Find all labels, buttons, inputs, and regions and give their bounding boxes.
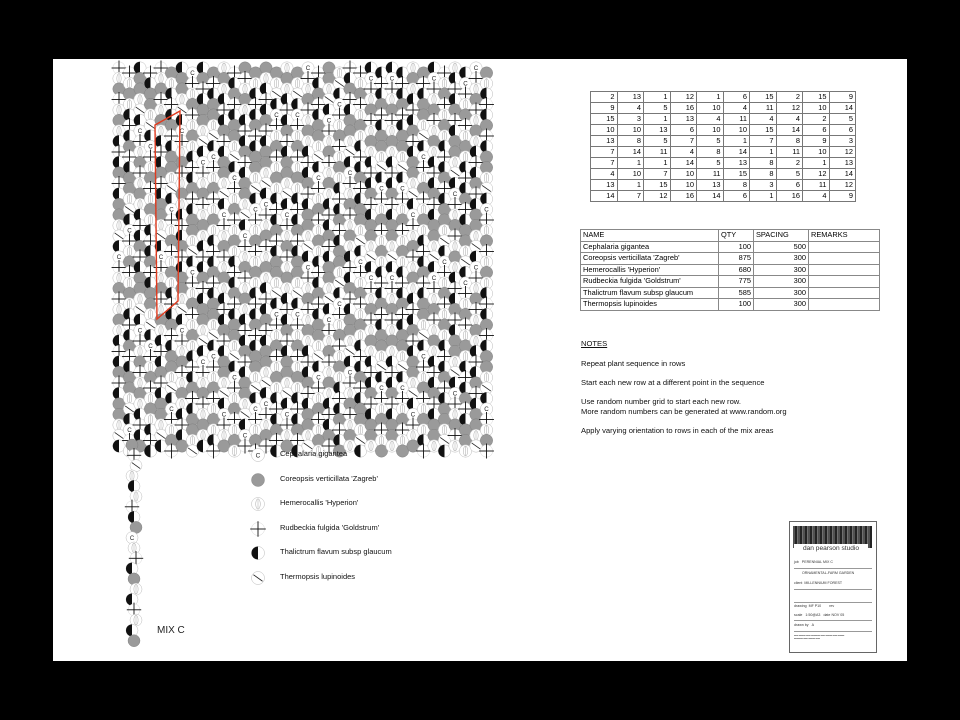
svg-text:C: C: [169, 406, 174, 414]
svg-text:C: C: [368, 275, 374, 283]
plant-grey-icon: [128, 573, 140, 585]
rev-label: rev: [829, 604, 835, 608]
grid-cell: 4: [723, 103, 750, 114]
grid-cell: 10: [697, 125, 724, 136]
grid-cell: 4: [697, 114, 724, 125]
plant-oval-icon: [126, 470, 138, 482]
grid-cell: 15: [644, 180, 671, 191]
grid-cell: 1: [644, 158, 671, 169]
svg-text:C: C: [232, 175, 237, 183]
cell-name: Cephalaria gigantea: [581, 241, 719, 253]
svg-text:C: C: [316, 374, 321, 382]
grid-cell: 5: [697, 158, 724, 169]
note-line: Start each new row at a different point in the sequence: [581, 377, 765, 387]
note-line: Apply varying orientation to rows in each of the mix areas: [581, 425, 774, 435]
grid-cell: 1: [697, 92, 724, 103]
svg-text:C: C: [253, 406, 258, 414]
plant-legend: [247, 445, 467, 592]
grid-cell: 5: [644, 136, 671, 147]
grid-cell: 13: [591, 180, 618, 191]
svg-text:C: C: [221, 212, 227, 220]
grid-cell: 8: [750, 158, 777, 169]
svg-text:C: C: [337, 101, 342, 109]
grid-cell: 12: [803, 169, 830, 180]
planting-pattern-svg: [115, 65, 489, 440]
cell-remarks: [809, 241, 880, 253]
drawing-sheet: [53, 59, 907, 661]
grid-cell: 15: [803, 92, 830, 103]
svg-text:C: C: [169, 206, 174, 214]
plant-grey-icon: [126, 439, 138, 451]
grid-cell: 8: [697, 147, 724, 158]
grid-cell: 12: [644, 191, 671, 202]
client-label: client: [794, 581, 803, 585]
svg-text:C: C: [148, 143, 153, 151]
cell-name: Rudbeckia fulgida 'Goldstrum': [581, 276, 719, 288]
svg-text:C: C: [452, 191, 458, 199]
grid-cell: 4: [750, 114, 777, 125]
svg-text:C: C: [400, 385, 405, 393]
cell-spacing: 300: [754, 264, 809, 276]
col-spacing-header: SPACING: [754, 230, 809, 242]
svg-text:C: C: [242, 432, 248, 440]
grey-circle-icon: [247, 470, 267, 490]
grid-cell: 8: [723, 180, 750, 191]
cell-qty: 875: [719, 253, 754, 265]
drawing-value: MF P10: [808, 604, 822, 608]
cell-name: Coreopsis verticillata 'Zagreb': [581, 253, 719, 265]
table-row: [581, 287, 880, 299]
grid-cell: 8: [776, 136, 803, 147]
grid-cell: 15: [723, 169, 750, 180]
svg-text:C: C: [305, 65, 311, 73]
table-row: [581, 264, 880, 276]
grid-cell: 6: [723, 191, 750, 202]
svg-text:C: C: [473, 264, 479, 272]
grid-cell: 8: [750, 169, 777, 180]
grid-cell: 7: [644, 169, 671, 180]
svg-text:C: C: [400, 185, 405, 193]
cell-qty: 585: [719, 287, 754, 299]
svg-text:C: C: [137, 327, 143, 335]
grid-row: [591, 92, 856, 103]
grid-cell: 14: [591, 191, 618, 202]
striped-oval-icon-glyph: [252, 498, 265, 511]
half-circle-icon-glyph: [252, 547, 265, 560]
svg-text:C: C: [316, 175, 321, 183]
grid-cell: 10: [697, 103, 724, 114]
table-row: [581, 299, 880, 311]
legend-item: [247, 519, 467, 544]
grid-cell: 7: [591, 147, 618, 158]
svg-text:C: C: [221, 411, 227, 419]
legend-label: Hemerocallis 'Hyperion': [280, 498, 359, 507]
slash-circle-icon-glyph: [252, 571, 265, 584]
drawn-row: [794, 623, 814, 627]
svg-text:C: C: [274, 311, 279, 319]
cell-name: Thalictrum flavum subsp glaucum: [581, 287, 719, 299]
grid-row: [591, 114, 856, 125]
svg-text:C: C: [326, 117, 332, 125]
divider: [794, 602, 872, 603]
grid-cell: 12: [670, 92, 697, 103]
svg-text:C: C: [452, 390, 458, 398]
grid-cell: 14: [617, 147, 644, 158]
svg-text:C: C: [410, 212, 416, 220]
svg-text:C: C: [137, 128, 143, 136]
table-header-row: [581, 230, 880, 242]
grid-cell: 5: [697, 136, 724, 147]
grid-cell: 13: [617, 92, 644, 103]
grid-cell: 5: [829, 114, 856, 125]
grid-cell: 6: [723, 92, 750, 103]
grid-cell: 5: [776, 169, 803, 180]
grid-cell: 9: [829, 191, 856, 202]
scale-row: [794, 613, 844, 617]
grid-cell: 1: [750, 147, 777, 158]
cell-qty: 775: [719, 276, 754, 288]
grid-cell: 2: [803, 114, 830, 125]
svg-text:C: C: [284, 212, 290, 220]
client-row: [794, 581, 842, 585]
cell-spacing: 500: [754, 241, 809, 253]
grid-cell: 11: [723, 114, 750, 125]
grid-cell: 6: [776, 180, 803, 191]
plant-C-icon: [126, 532, 138, 544]
grid-cell: 10: [617, 125, 644, 136]
svg-text:C: C: [179, 327, 185, 335]
title-block: [789, 521, 877, 653]
grid-row: [591, 103, 856, 114]
svg-text:C: C: [389, 275, 395, 283]
grid-cell: 1: [617, 180, 644, 191]
svg-text:C: C: [379, 185, 384, 193]
cell-spacing: 300: [754, 253, 809, 265]
mix-c-strip: [123, 439, 149, 645]
plant-half-icon: [128, 480, 140, 492]
date-value: NOV 05: [831, 613, 845, 617]
svg-text:C: C: [263, 201, 269, 209]
grid-cell: 16: [670, 103, 697, 114]
svg-text:C: C: [347, 369, 353, 377]
notes-block: [581, 339, 787, 445]
grid-cell: 7: [670, 136, 697, 147]
svg-text:C: C: [484, 206, 489, 214]
cell-qty: 680: [719, 264, 754, 276]
grid-cell: 16: [776, 191, 803, 202]
grid-cell: 14: [697, 191, 724, 202]
cell-remarks: [809, 287, 880, 299]
plant-oval-icon: [128, 542, 140, 554]
grid-cell: 4: [591, 169, 618, 180]
svg-text:C: C: [410, 411, 416, 419]
grid-cell: 10: [670, 169, 697, 180]
legend-label: Thalictrum flavum subsp glaucum: [280, 547, 392, 556]
grid-row: [591, 147, 856, 158]
description-value: ORNAMENTAL-FARM GARDEN: [802, 571, 855, 575]
svg-text:C: C: [211, 353, 216, 361]
grid-cell: 10: [670, 180, 697, 191]
grid-cell: 3: [617, 114, 644, 125]
legend-label: Thermopsis lupinoides: [280, 571, 356, 581]
grid-cell: 3: [750, 180, 777, 191]
grid-cell: 2: [776, 158, 803, 169]
grid-row: [591, 169, 856, 180]
divider: [794, 631, 872, 632]
legend-item: [247, 568, 467, 593]
plant-half-icon: [126, 594, 138, 606]
cell-qty: 100: [719, 299, 754, 311]
grid-cell: 11: [803, 180, 830, 191]
grid-cell: 15: [750, 92, 777, 103]
grid-cell: 1: [644, 114, 671, 125]
svg-text:C: C: [295, 311, 300, 319]
grid-cell: 13: [723, 158, 750, 169]
job-row: [794, 560, 833, 564]
svg-text:C: C: [431, 75, 437, 83]
svg-text:C: C: [274, 112, 279, 120]
grid-cell: 9: [803, 136, 830, 147]
svg-text:C: C: [255, 452, 261, 460]
grid-cell: 10: [591, 125, 618, 136]
cell-spacing: 300: [754, 287, 809, 299]
cell-remarks: [809, 253, 880, 265]
divider: [794, 620, 872, 621]
col-remarks-header: REMARKS: [809, 230, 880, 242]
grid-cell: 7: [617, 191, 644, 202]
grid-row: [591, 158, 856, 169]
cross-circle-icon-glyph: [250, 521, 266, 537]
grid-cell: 14: [670, 158, 697, 169]
legend-item: [247, 445, 467, 470]
grid-cell: 15: [750, 125, 777, 136]
grid-cell: 1: [750, 191, 777, 202]
cell-name: Thermopsis lupinoides: [581, 299, 719, 311]
grid-cell: 13: [591, 136, 618, 147]
svg-text:C: C: [337, 301, 342, 309]
cell-remarks: [809, 299, 880, 311]
mix-label: MIX C: [157, 625, 185, 636]
table-row: [581, 253, 880, 265]
grid-cell: 14: [829, 169, 856, 180]
grid-cell: 3: [829, 136, 856, 147]
grid-row: [591, 180, 856, 191]
mix-c-strip-svg: [123, 439, 149, 645]
grid-cell: 11: [776, 147, 803, 158]
table-row: [581, 276, 880, 288]
col-name-header: NAME: [581, 230, 719, 242]
grid-cell: 14: [829, 103, 856, 114]
client-value: MILLENNIUM FOREST: [804, 581, 843, 585]
cell-qty: 100: [719, 241, 754, 253]
svg-text:C: C: [200, 159, 206, 167]
svg-text:C: C: [148, 343, 153, 351]
svg-text:C: C: [190, 70, 195, 78]
note-line: Repeat plant sequence in rows: [581, 358, 686, 368]
grid-row: [591, 125, 856, 136]
grid-cell: 6: [829, 125, 856, 136]
legend-label: Rudbeckia fulgida 'Goldstrum': [280, 522, 380, 532]
svg-text:C: C: [442, 259, 447, 267]
svg-text:C: C: [127, 227, 132, 235]
grid-cell: 11: [697, 169, 724, 180]
grid-cell: 4: [803, 191, 830, 202]
svg-text:C: C: [389, 75, 395, 83]
grid-cell: 9: [829, 92, 856, 103]
svg-text:C: C: [421, 154, 426, 162]
scale-label: scale: [794, 613, 803, 617]
legend-item: [247, 543, 467, 568]
grid-row: [591, 136, 856, 147]
svg-text:C: C: [463, 280, 468, 288]
grey-circle-icon-glyph: [252, 473, 265, 486]
svg-text:C: C: [326, 317, 332, 325]
svg-text:C: C: [295, 112, 300, 120]
legend-label: Coreopsis verticillata 'Zagreb': [280, 473, 378, 483]
svg-text:C: C: [190, 269, 195, 277]
date-label: date: [823, 613, 831, 617]
grid-cell: 4: [617, 103, 644, 114]
col-qty-header: QTY: [719, 230, 754, 242]
drawn-label: drawn by: [794, 623, 809, 627]
grid-cell: 12: [829, 180, 856, 191]
svg-text:C: C: [347, 170, 353, 178]
grid-cell: 2: [591, 92, 618, 103]
grid-cell: 13: [670, 114, 697, 125]
studio-name: dan pearson studio: [794, 544, 868, 553]
divider: [794, 589, 872, 590]
svg-text:C: C: [421, 353, 426, 361]
grid-cell: 7: [591, 158, 618, 169]
grid-cell: 5: [644, 103, 671, 114]
svg-text:C: C: [129, 535, 135, 542]
grid-cell: 12: [829, 147, 856, 158]
scale-value: 1:50@A3: [805, 613, 821, 617]
plant-half-icon: [126, 563, 138, 575]
grid-cell: 11: [750, 103, 777, 114]
grid-cell: 12: [776, 103, 803, 114]
note-line: More random numbers can be generated at www.random.org: [581, 406, 787, 416]
plant-schedule-table: [580, 229, 880, 311]
svg-text:C: C: [116, 254, 122, 262]
grid-cell: 8: [617, 136, 644, 147]
svg-text:C: C: [200, 359, 206, 367]
grid-cell: 7: [750, 136, 777, 147]
studio-small-print: ▬▬ ▬▬▬ ▬▬ ▬▬▬▬ ▬▬ ▬▬▬ ▬▬ ▬▬▬ ▬▬▬▬ ▬▬ ▬▬▬ ▬▬: [794, 635, 845, 640]
note-line: Use random number grid to start each new row.: [581, 396, 741, 406]
grid-cell: 10: [803, 147, 830, 158]
grid-cell: 1: [644, 92, 671, 103]
legend-item: [247, 470, 467, 495]
svg-text:C: C: [484, 406, 489, 414]
legend-item: [247, 494, 467, 519]
circle-c-icon-glyph: [252, 449, 265, 462]
planting-pattern-plan: [115, 65, 489, 440]
svg-text:C: C: [368, 75, 374, 83]
cross-circle-icon: [247, 519, 267, 539]
svg-text:C: C: [284, 411, 290, 419]
svg-text:C: C: [473, 65, 479, 73]
grid-cell: 14: [723, 147, 750, 158]
grid-cell: 14: [776, 125, 803, 136]
svg-text:C: C: [305, 264, 311, 272]
grid-cell: 13: [829, 158, 856, 169]
plant-half-icon: [126, 624, 138, 636]
job-label: job: [794, 560, 799, 564]
svg-text:C: C: [242, 233, 248, 241]
drawing-label: drawing: [794, 604, 807, 608]
cell-remarks: [809, 264, 880, 276]
cell-spacing: 300: [754, 276, 809, 288]
notes-heading: NOTES: [581, 339, 608, 348]
cell-remarks: [809, 276, 880, 288]
grid-cell: 2: [776, 92, 803, 103]
grid-cell: 6: [803, 125, 830, 136]
svg-text:C: C: [232, 374, 237, 382]
grid-cell: 1: [803, 158, 830, 169]
cell-name: Hemerocallis 'Hyperion': [581, 264, 719, 276]
svg-text:C: C: [253, 206, 258, 214]
slash-circle-icon: [247, 568, 267, 588]
grid-cell: 13: [697, 180, 724, 191]
grid-cell: 1: [617, 158, 644, 169]
random-number-grid: [590, 91, 856, 202]
grid-row: [591, 191, 856, 202]
plant-half-icon: [128, 511, 140, 523]
drawing-row: [794, 604, 834, 608]
table-row: [581, 241, 880, 253]
grid-cell: 4: [670, 147, 697, 158]
grid-cell: 11: [644, 147, 671, 158]
svg-text:C: C: [431, 275, 437, 283]
grid-cell: 4: [776, 114, 803, 125]
grid-cell: 16: [670, 191, 697, 202]
plant-grey-icon: [128, 635, 140, 647]
grid-cell: 10: [803, 103, 830, 114]
svg-text:C: C: [263, 401, 269, 409]
circle-c-icon: [247, 445, 267, 465]
grid-cell: 10: [617, 169, 644, 180]
svg-text:C: C: [379, 385, 384, 393]
grid-cell: 6: [670, 125, 697, 136]
svg-text:C: C: [358, 259, 363, 267]
striped-oval-icon: [247, 494, 267, 514]
grid-cell: 15: [591, 114, 618, 125]
svg-text:C: C: [211, 154, 216, 162]
svg-text:C: C: [179, 128, 185, 136]
svg-text:C: C: [127, 427, 132, 435]
svg-text:C: C: [158, 254, 164, 262]
grid-cell: 1: [723, 136, 750, 147]
grid-cell: 10: [723, 125, 750, 136]
cell-spacing: 300: [754, 299, 809, 311]
svg-text:C: C: [463, 80, 468, 88]
legend-label: Cephalaria gigantea: [280, 449, 348, 458]
grid-cell: 13: [644, 125, 671, 136]
grid-cell: 9: [591, 103, 618, 114]
job-value: PERENNIAL MIX C: [801, 560, 834, 564]
divider: [794, 568, 872, 569]
drawn-value: A: [811, 623, 814, 627]
half-circle-icon: [247, 543, 267, 563]
